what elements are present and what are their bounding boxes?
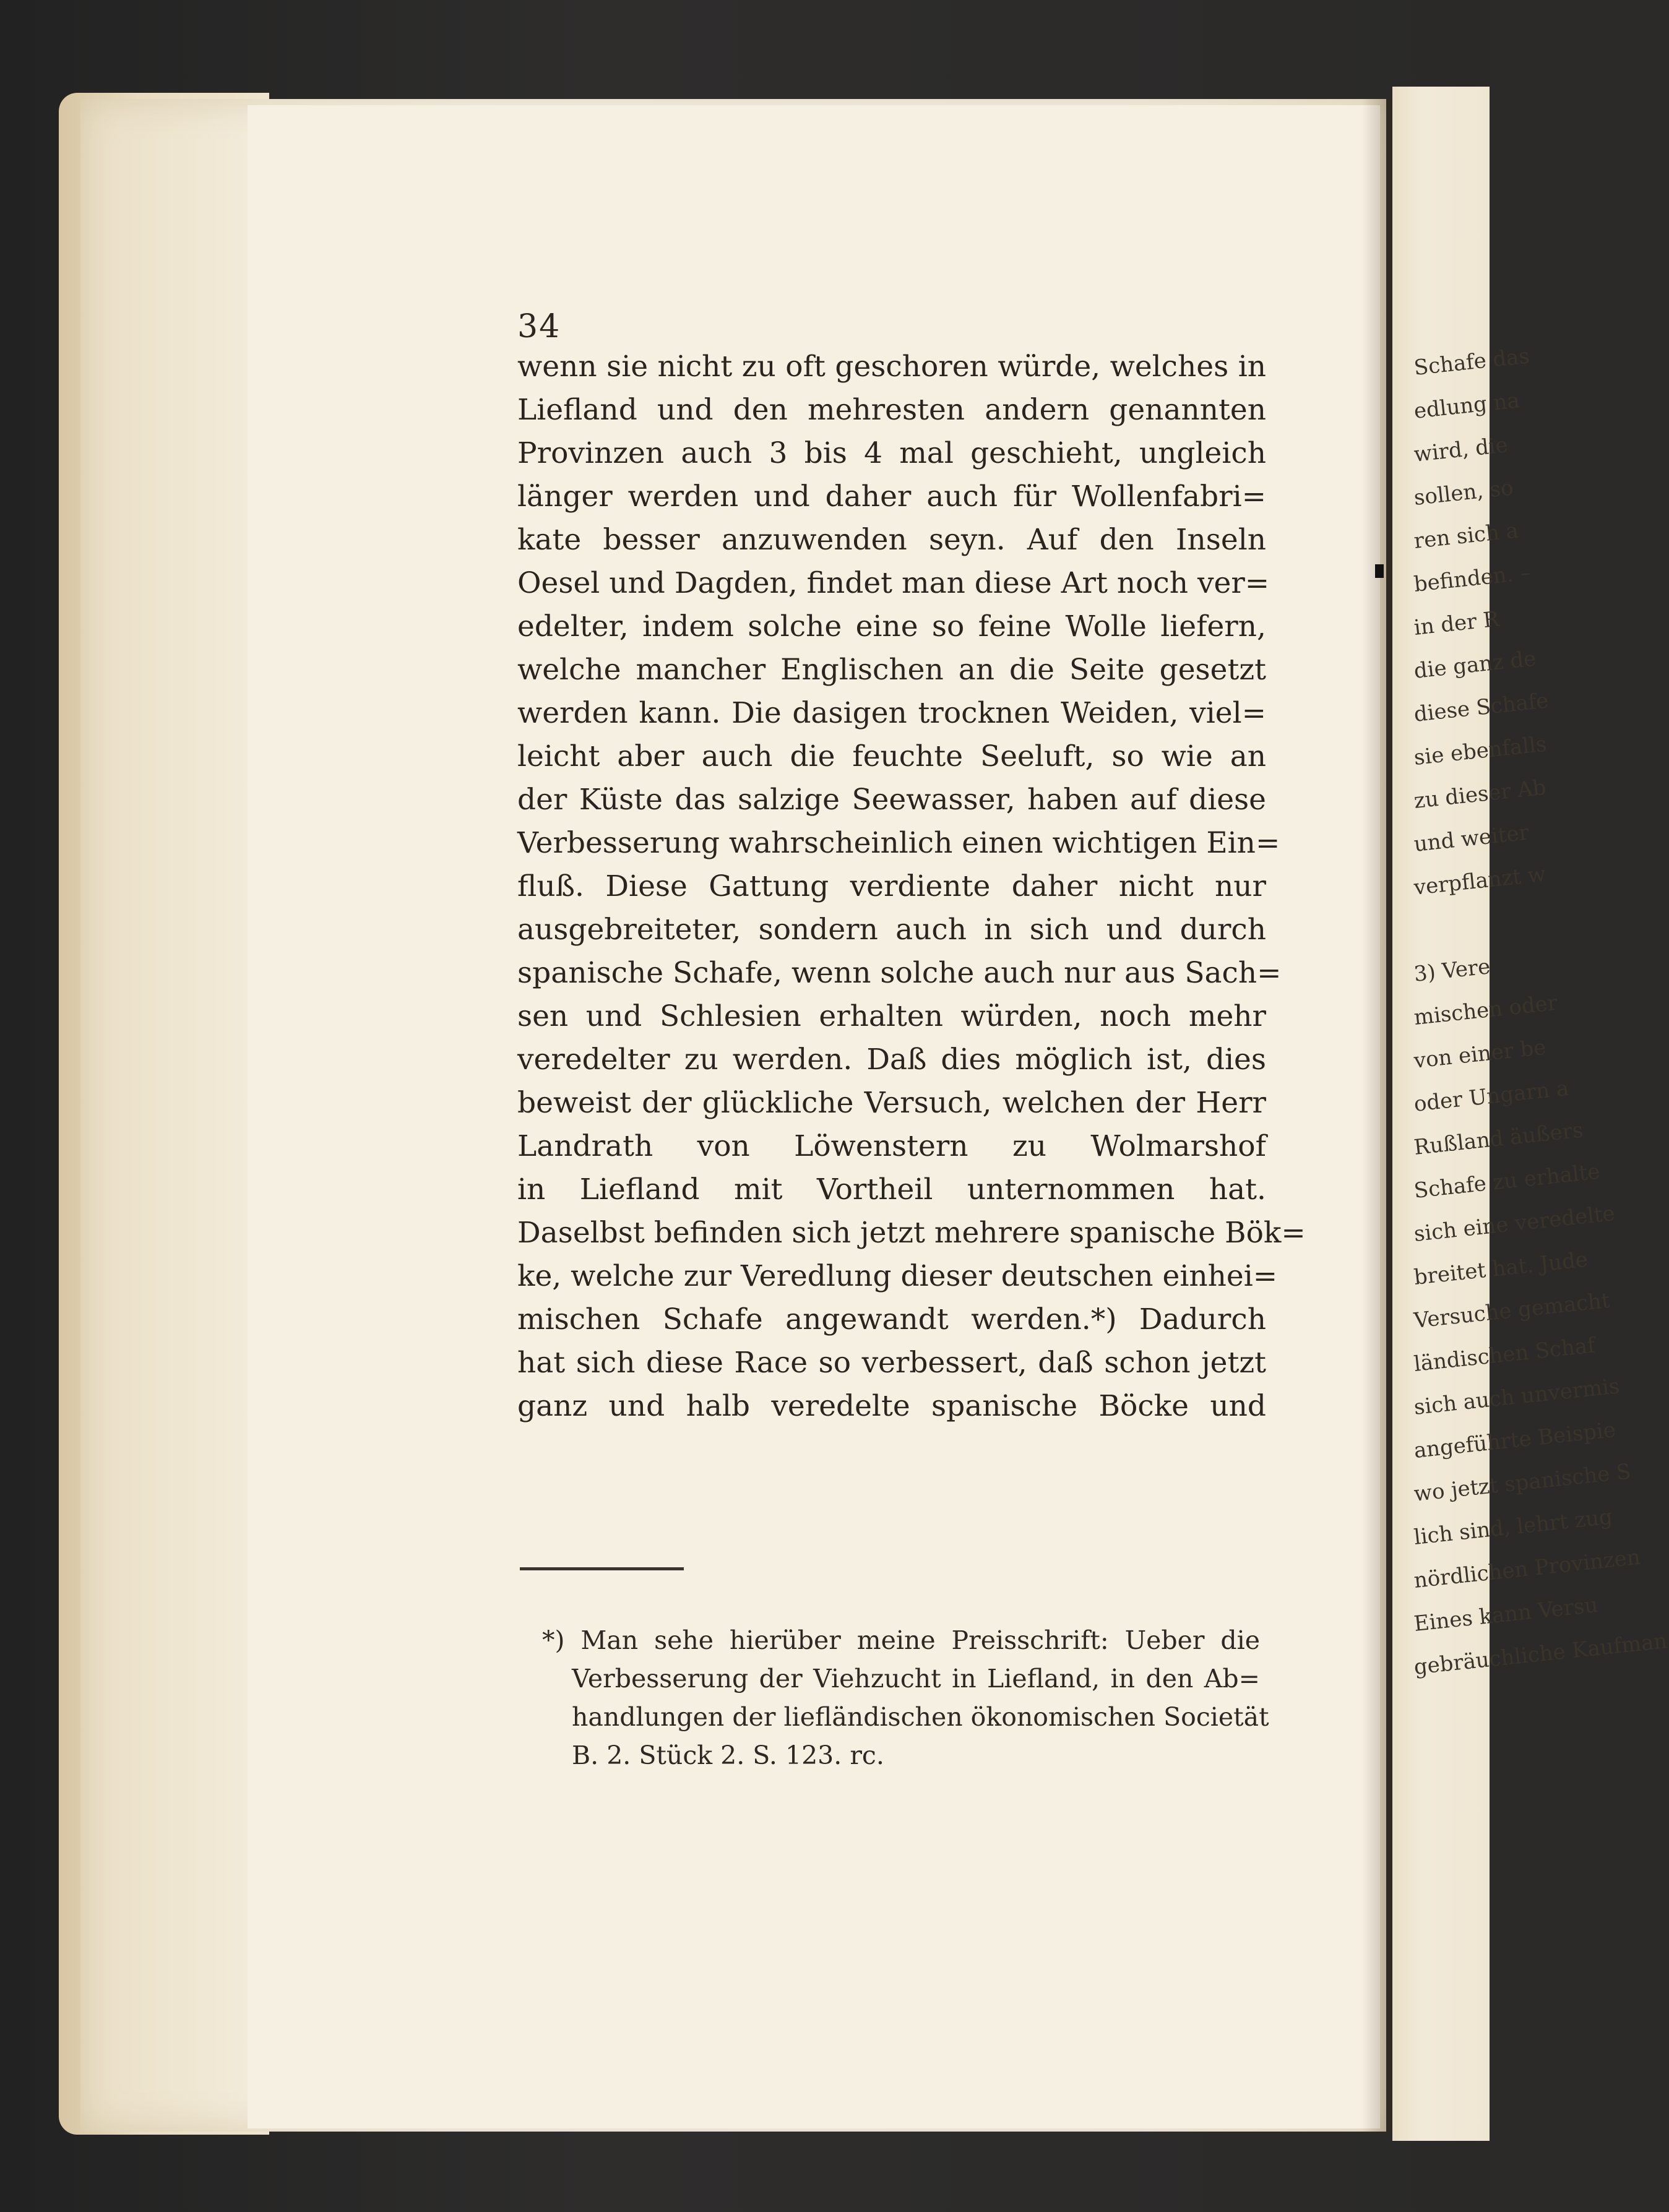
facing-page-line: sollen, so	[1412, 475, 1515, 510]
facing-page-line: befinden. –	[1412, 560, 1532, 597]
text-line: beweist der glückliche Versuch, welchen der Herr	[517, 1086, 1266, 1120]
facing-page-line: edlung na	[1412, 388, 1521, 424]
text-line: Liefland und den mehresten andern genannten	[517, 393, 1266, 427]
text-line: edelter, indem solche eine so feine Wolle liefern,	[517, 609, 1266, 643]
facing-page-line: Schafe das	[1412, 343, 1531, 381]
bookmark-tab	[1375, 564, 1384, 578]
facing-page-line: ländischen Schaf	[1412, 1333, 1597, 1377]
text-line: der Küste das salzige Seewasser, haben auf diese	[517, 783, 1266, 817]
text-line: Provinzen auch 3 bis 4 mal geschieht, ungleich	[517, 436, 1266, 470]
footnote-line: Verbesserung der Viehzucht in Liefland, in den Ab=	[572, 1664, 1260, 1693]
facing-page-line: von einer be	[1412, 1035, 1548, 1074]
footnote-rule	[520, 1567, 684, 1570]
text-line: Daselbst befinden sich jetzt mehrere spanische Bök=	[517, 1216, 1306, 1250]
facing-page-line: Eines kann Versu	[1412, 1592, 1600, 1637]
page-number: 34	[517, 308, 561, 345]
facing-page-line: zu dieser Ab	[1412, 775, 1548, 814]
facing-page-line: Schafe zu erhalte	[1412, 1159, 1602, 1203]
footnote-line: handlungen der liefländischen ökonomischen Societät	[572, 1702, 1269, 1732]
facing-page-line: lich sind, lehrt zug	[1412, 1504, 1614, 1550]
text-line: Landrath von Löwenstern zu Wolmarshof	[517, 1129, 1266, 1163]
facing-page-line: nördlichen Provinzen	[1412, 1544, 1642, 1593]
text-line: ke, welche zur Veredlung dieser deutschen einhei=	[517, 1259, 1278, 1293]
text-line: ausgebreiteter, sondern auch in sich und durch	[517, 913, 1266, 947]
facing-page-line: oder Ungarn a	[1412, 1075, 1570, 1117]
text-line: kate besser anzuwenden seyn. Auf den Inseln	[517, 523, 1266, 557]
facing-page-line: die ganz de	[1412, 646, 1538, 684]
text-line: welche mancher Englischen an die Seite gesetzt	[517, 653, 1266, 687]
text-line: spanische Schafe, wenn solche auch nur aus Sach=	[517, 956, 1282, 990]
facing-page-line: ren sich a	[1412, 518, 1520, 554]
text-line: sen und Schlesien erhalten würden, noch mehr	[517, 999, 1266, 1033]
text-line: länger werden und daher auch für Wollenfabri=	[517, 480, 1266, 514]
facing-page-line: sie ebenfalls	[1412, 731, 1548, 770]
facing-page-line: angeführte Beispie	[1412, 1417, 1617, 1463]
text-line: leicht aber auch die feuchte Seeluft, so wie an	[517, 739, 1266, 773]
text-line: fluß. Diese Gattung verdiente daher nicht nur	[517, 869, 1266, 903]
facing-page-line: wird, die	[1412, 433, 1509, 467]
facing-page-line: wo jetzt spanische S	[1412, 1459, 1632, 1507]
facing-page-line: sich auch unvermis	[1412, 1374, 1621, 1420]
text-line: mischen Schafe angewandt werden.*) Dadurch	[517, 1302, 1266, 1336]
facing-page-line: Versuche gemacht	[1412, 1288, 1611, 1333]
footnote-line: *) Man sehe hierüber meine Preisschrift: Ueber die	[542, 1625, 1260, 1655]
text-line: ganz und halb veredelte spanische Böcke und	[517, 1389, 1266, 1423]
facing-page-line: mischen oder	[1412, 990, 1559, 1030]
facing-page-line: breitet hat. Jude	[1412, 1247, 1589, 1290]
text-line: in Liefland mit Vortheil unternommen hat.	[517, 1173, 1266, 1207]
facing-page-line: und weiter	[1412, 820, 1530, 857]
facing-page-line: gebräuchliche Kaufman	[1412, 1629, 1669, 1680]
text-line: hat sich diese Race so verbessert, daß schon jetzt	[517, 1346, 1266, 1380]
footnote-line: B. 2. Stück 2. S. 123. rc.	[572, 1741, 884, 1770]
text-line: Oesel und Dagden, findet man diese Art noch ver=	[517, 566, 1270, 600]
text-line: veredelter zu werden. Daß dies möglich ist, dies	[517, 1043, 1266, 1077]
text-line: Verbesserung wahrscheinlich einen wichtigen Ein=	[517, 826, 1280, 860]
facing-page-line: Rußland äußers	[1412, 1117, 1585, 1160]
facing-page-line: in der R	[1412, 606, 1501, 640]
text-line: wenn sie nicht zu oft geschoren würde, welches in	[517, 350, 1266, 384]
facing-page-line: sich eine veredelte	[1412, 1201, 1616, 1247]
facing-page-line: 3) Vere	[1412, 954, 1492, 987]
facing-page-line: diese Schafe	[1412, 688, 1550, 727]
facing-page-line: verpflanzt w	[1412, 861, 1547, 900]
text-line: werden kann. Die dasigen trocknen Weiden, viel=	[517, 696, 1266, 730]
